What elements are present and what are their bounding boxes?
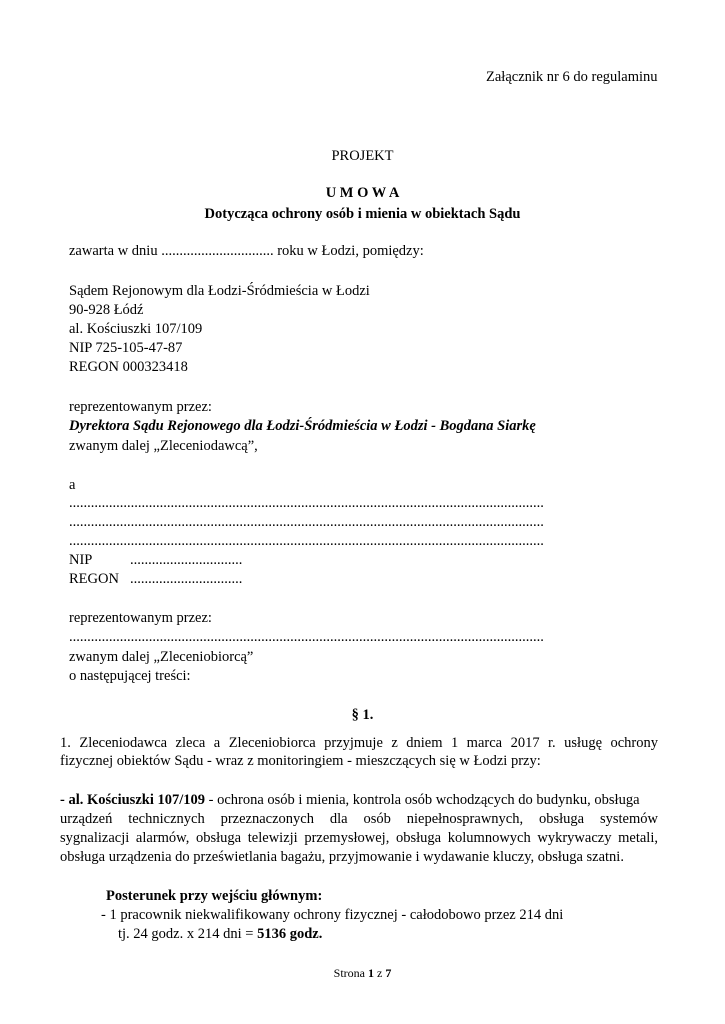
section1-paragraph1-line: 1. Zleceniodawca zleca a Zleceniobiorca przyjmuje z dniem 1 marca 2017 r. usługę ochrony xyxy=(60,735,658,751)
intro-line: zawarta w dniu ............................... roku w Łodzi, pomiędzy: xyxy=(69,243,424,259)
client-representative: Dyrektora Sądu Rejonowego dla Łodzi-Śródmieścia w Łodzi - Bogdana Siarkę xyxy=(69,418,536,434)
contractor-nip-value: ............................... xyxy=(130,552,243,568)
contractor-regon-value: ............................... xyxy=(130,571,243,587)
footer-page-number: 1 xyxy=(368,966,374,980)
contract-subject: Dotycząca ochrony osób i mienia w obiektach Sądu xyxy=(204,206,521,222)
section-heading: § 1. xyxy=(351,707,374,723)
client-street: al. Kościuszki 107/109 xyxy=(69,321,203,337)
attachment-label: Załącznik nr 6 do regulaminu xyxy=(486,69,658,85)
client-nip: NIP 725-105-47-87 xyxy=(69,340,183,356)
section1-paragraph2-line: obsługa urządzenia do prześwietlania bagażu, przyjmowanie i wydawanie kluczy, obsługa szatni. xyxy=(60,849,624,865)
post-total-hours: 5136 godz. xyxy=(257,926,323,942)
contractor-called: zwanym dalej „Zleceniobiorcą” xyxy=(69,649,254,665)
section1-paragraph2-line1 xyxy=(60,791,640,809)
following-content: o następującej treści: xyxy=(69,668,191,684)
section1-paragraph2-line: urządzeń technicznych przeznaczonych dla osób niepełnosprawnych, obsługa systemów xyxy=(60,811,658,827)
client-called: zwanym dalej „Zleceniodawcą”, xyxy=(69,438,258,454)
client-represented-label: reprezentowanym przez: xyxy=(69,399,212,415)
contractor-represented-label: reprezentowanym przez: xyxy=(69,610,212,626)
project-label: PROJEKT xyxy=(331,148,394,164)
contractor-represented-blank: ................................................................................................................................... xyxy=(69,629,544,645)
section1-paragraph2-line: sygnalizacji alarmów, obsługa telewizji przemysłowej, obsługa kolumnowych wykrywaczy metali, xyxy=(60,830,658,846)
footer-page-word: Strona xyxy=(333,966,365,980)
page-footer xyxy=(0,964,725,982)
client-name: Sądem Rejonowym dla Łodzi-Śródmieścia w Łodzi xyxy=(69,283,370,299)
contractor-blank-line: ................................................................................................................................... xyxy=(69,533,544,549)
paragraph2-line1-text: - ochrona osób i mienia, kontrola osób wchodzących do budynku, obsługa xyxy=(205,792,640,808)
contractor-blank-line: ................................................................................................................................... xyxy=(69,514,544,530)
contract-title: U M O W A xyxy=(325,185,400,201)
contractor-blank-line: ................................................................................................................................... xyxy=(69,495,544,511)
contractor-regon-label: REGON xyxy=(69,571,119,587)
post-heading: Posterunek przy wejściu głównym: xyxy=(106,888,323,904)
contractor-nip-label: NIP xyxy=(69,552,93,568)
post-total-prefix: tj. 24 godz. x 214 dni = xyxy=(118,926,258,942)
client-postal: 90-928 Łódź xyxy=(69,302,144,318)
footer-of-word: z xyxy=(377,966,383,980)
section1-paragraph1-line: fizycznej obiektów Sądu - wraz z monitoringiem - mieszczących się w Łodzi przy: xyxy=(60,753,541,769)
client-regon: REGON 000323418 xyxy=(69,359,188,375)
post-line: - 1 pracownik niekwalifikowany ochrony fizycznej - całodobowo przez 214 dni xyxy=(101,907,564,923)
contractor-and: a xyxy=(69,477,76,493)
address-bold: - al. Kościuszki 107/109 xyxy=(60,792,206,808)
post-total-line xyxy=(118,925,322,943)
footer-page-total: 7 xyxy=(385,966,392,980)
